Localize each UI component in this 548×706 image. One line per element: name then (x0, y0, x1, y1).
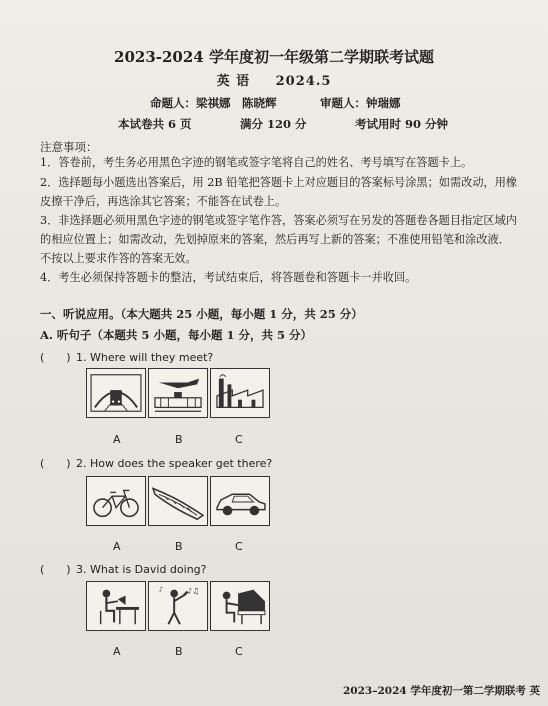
reading-icon (86, 581, 146, 631)
airport-icon (148, 368, 208, 418)
option-b-label: B (175, 645, 183, 658)
exam-time: 考试用时 90 分钟 (355, 117, 449, 131)
option-c-label: C (235, 540, 243, 553)
question-3-options (86, 581, 270, 631)
answer-blank[interactable]: ( ) (40, 351, 71, 364)
exam-date: 2024.5 (275, 74, 332, 89)
singing-icon (148, 581, 208, 631)
reviewer: 审题人：钟瑞娜 (320, 96, 401, 110)
question-1-options (86, 368, 270, 418)
option-a-label: A (113, 645, 121, 658)
notice-item: 1．答卷前，考生务必用黑色字迹的钢笔或签字笔将自己的姓名、考号填写在答题卡上。 (40, 156, 473, 169)
factory-icon (210, 368, 270, 418)
answer-blank[interactable]: ( ) (40, 563, 71, 576)
exam-title: 2023-2024 学年度初一年级第二学期联考试题 (114, 48, 434, 66)
boat-icon (148, 476, 208, 526)
page-footer: 2023–2024 学年度初一第二学期联考 英 (342, 685, 540, 697)
part-a-heading: A. 听句子（本题共 5 小题，每小题 1 分，共 5 分） (40, 328, 312, 342)
option-a-label: A (113, 433, 121, 446)
svg-text:♪♫: ♪♫ (187, 586, 200, 596)
notice-item: 3．非选择题必须用黑色字迹的钢笔或签字笔作答，答案必须写在另发的答题卷各题目指定区域内的相应位置上；如需改动，先划掉原来的答案，然后再写上新的答案；不准使用铅笔和涂改液．不按以上要求作答的答案无效。 (40, 214, 517, 265)
subway-station-icon (86, 368, 146, 418)
subject: 英 语 (216, 74, 251, 89)
notice-item: 2．选择题每小题选出答案后，用 2B 铅笔把答题卡上对应题目的答案标号涂黑；如需改动，用橡皮擦干净后，再选涂其它答案；不能答在试卷上。 (40, 176, 518, 208)
option-c-label: C (235, 645, 243, 658)
subject-line (0, 70, 548, 89)
bicycle-icon (86, 476, 146, 526)
question-3 (40, 561, 207, 577)
option-b-label: B (175, 540, 183, 553)
svg-text:♪: ♪ (158, 585, 164, 594)
full-score: 满分 120 分 (240, 117, 307, 131)
page-count: 本试卷共 6 页 (118, 117, 192, 131)
car-icon (210, 476, 270, 526)
question-2 (40, 455, 272, 471)
question-text: 3. What is David doing? (76, 563, 207, 576)
question-2-options (86, 476, 270, 526)
option-c-label: C (235, 433, 243, 446)
answer-blank[interactable]: ( ) (40, 457, 71, 470)
option-b-label: B (175, 433, 183, 446)
notice-heading: 注意事项： (40, 140, 98, 154)
section-heading: 一、听说应用。（本大题共 25 小题，每小题 1 分，共 25 分） (40, 307, 363, 321)
question-text: 1. Where will they meet? (76, 351, 214, 364)
option-a-label: A (113, 540, 121, 553)
question-text: 2. How does the speaker get there? (76, 457, 273, 470)
question-1 (40, 349, 213, 365)
piano-icon (210, 581, 270, 631)
notice-item: 4．考生必须保持答题卡的整洁，考试结束后，将答题卷和答题卡一并收回。 (40, 271, 417, 284)
setter: 命题人：梁祺娜 陈晓辉 (150, 96, 277, 110)
